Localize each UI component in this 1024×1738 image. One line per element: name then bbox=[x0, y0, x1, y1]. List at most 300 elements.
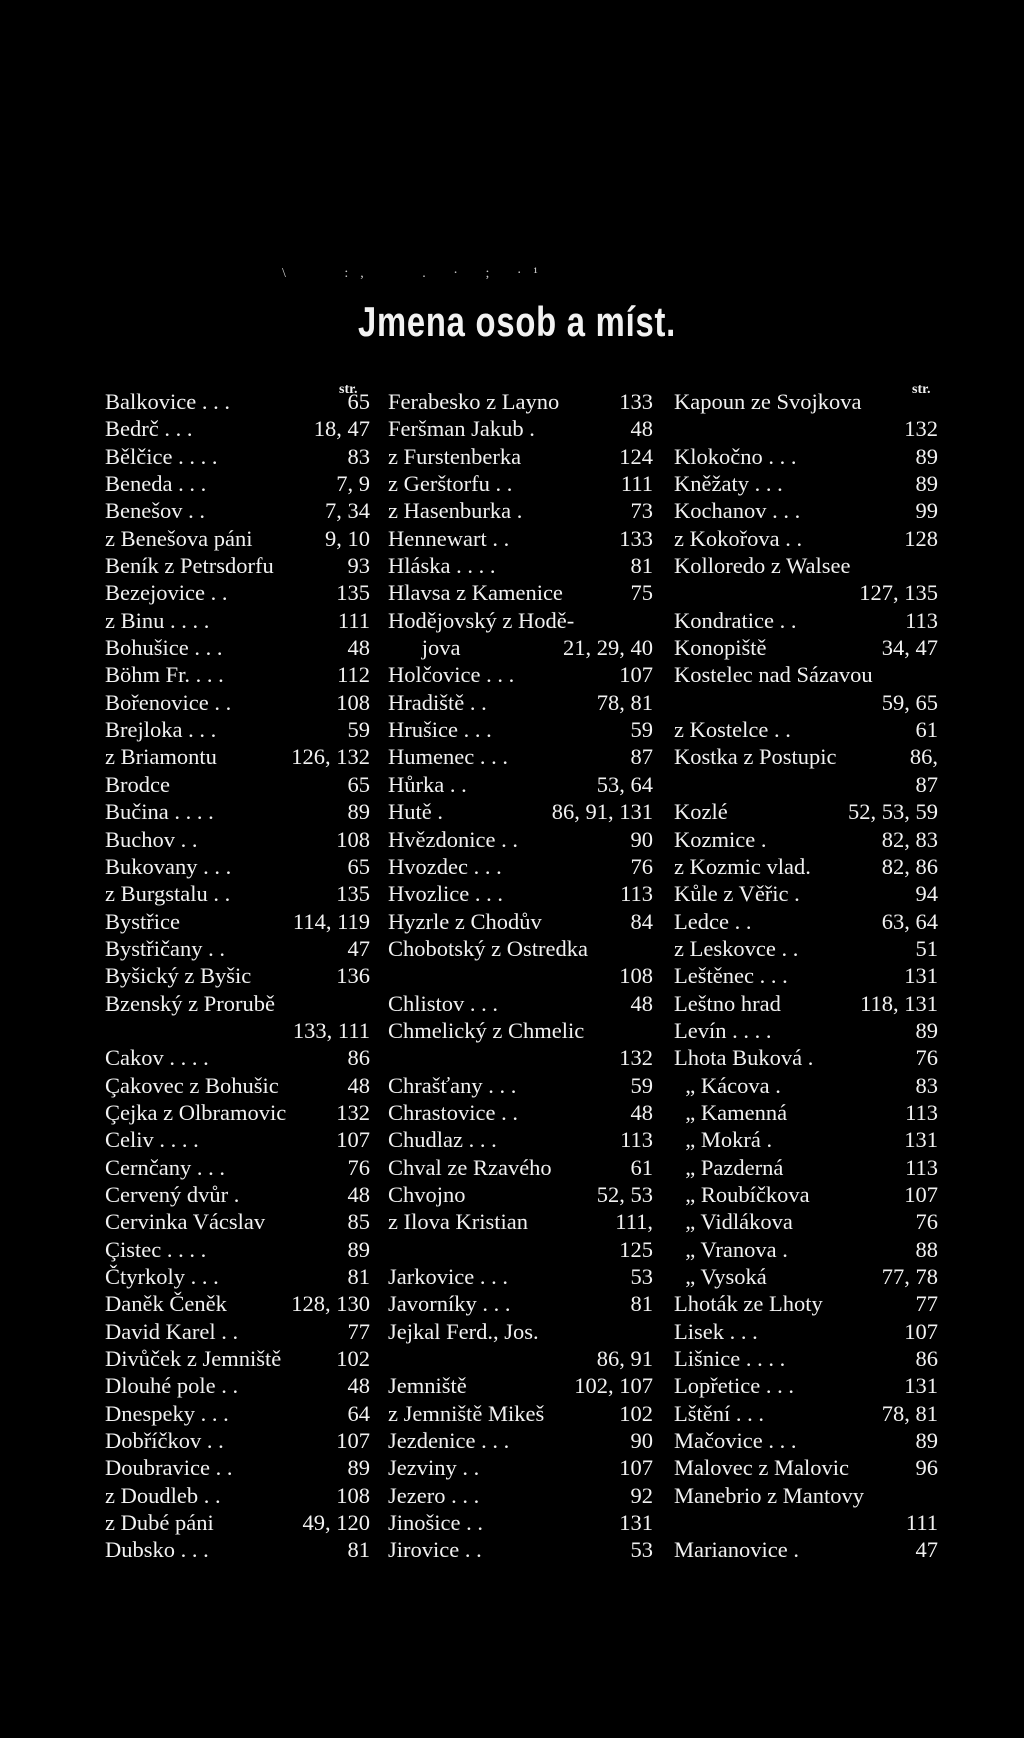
entry-name: Humenec . . . bbox=[388, 744, 508, 770]
index-entry bbox=[674, 990, 938, 1017]
entry-pages: 63, 64 bbox=[881, 908, 938, 934]
index-entry bbox=[674, 908, 938, 935]
entry-pages: 48 bbox=[347, 635, 370, 661]
entry-name: z Hasenburka . bbox=[388, 498, 523, 524]
entry-pages: 77 bbox=[347, 1318, 370, 1344]
index-entry bbox=[388, 1400, 653, 1427]
entry-pages: 48 bbox=[630, 990, 653, 1016]
entry-pages: 59 bbox=[630, 717, 653, 743]
entry-name: Hláska . . . . bbox=[388, 553, 496, 579]
entry-name: Hennewart . . bbox=[388, 525, 510, 551]
entry-name: Chvojno bbox=[388, 1181, 466, 1207]
entry-pages: 92 bbox=[630, 1482, 653, 1508]
index-entry bbox=[105, 1290, 370, 1317]
entry-name: z Leskovce . . bbox=[674, 935, 799, 961]
entry-name: Chlistov . . . bbox=[388, 990, 499, 1016]
entry-name: Çistec . . . . bbox=[105, 1236, 207, 1262]
entry-name: „ Mokrá . bbox=[674, 1127, 773, 1153]
index-entry bbox=[674, 880, 938, 907]
entry-name: Bzenský z Prorubě bbox=[105, 990, 275, 1016]
entry-name: Hodějovský z Hodě- bbox=[388, 607, 575, 633]
entry-pages bbox=[932, 661, 938, 688]
index-entry bbox=[105, 1072, 370, 1099]
entry-pages bbox=[932, 552, 938, 579]
entry-pages: 84 bbox=[630, 908, 653, 934]
index-entry bbox=[105, 1427, 370, 1454]
entry-name: Hlavsa z Kamenice bbox=[388, 580, 563, 606]
entry-name: Çakovec z Bohušic bbox=[105, 1072, 279, 1098]
index-entry bbox=[105, 1236, 370, 1263]
entry-pages bbox=[364, 990, 370, 1017]
entry-pages: 111 bbox=[905, 1510, 938, 1536]
entry-name: Hutě . bbox=[388, 799, 443, 825]
index-entry bbox=[105, 497, 370, 524]
index-entry bbox=[674, 826, 938, 853]
entry-name: Konopiště bbox=[674, 635, 767, 661]
entry-name: z Jemniště Mikeš bbox=[388, 1400, 545, 1426]
entry-pages: 73 bbox=[630, 498, 653, 524]
entry-name: Hrušice . . . bbox=[388, 717, 492, 743]
index-entry bbox=[674, 1154, 938, 1181]
entry-pages: 133 bbox=[619, 389, 653, 414]
index-entry bbox=[388, 853, 653, 880]
entry-pages: 132 bbox=[904, 416, 938, 442]
entry-pages: 34, 47 bbox=[881, 635, 938, 661]
entry-pages: 81 bbox=[630, 553, 653, 579]
index-entry bbox=[674, 689, 938, 716]
entry-name: David Karel . . bbox=[105, 1318, 239, 1344]
index-entry bbox=[388, 935, 653, 962]
entry-pages bbox=[932, 1482, 938, 1509]
entry-pages: 65 bbox=[347, 853, 370, 879]
index-entry bbox=[388, 1181, 653, 1208]
index-entry bbox=[105, 1372, 370, 1399]
entry-pages: 132 bbox=[336, 1099, 370, 1125]
entry-pages: 102 bbox=[336, 1346, 370, 1372]
index-entry bbox=[105, 1318, 370, 1345]
entry-name: Benešov . . bbox=[105, 498, 205, 524]
index-entry bbox=[105, 1208, 370, 1235]
index-entry bbox=[105, 1044, 370, 1071]
entry-pages: 78, 81 bbox=[881, 1400, 938, 1426]
index-entry bbox=[674, 1509, 938, 1536]
entry-pages: 18, 47 bbox=[313, 416, 370, 442]
entry-pages: 133, 111 bbox=[292, 1017, 370, 1043]
entry-name: Čtyrkoly . . . bbox=[105, 1264, 219, 1289]
entry-pages: 48 bbox=[630, 416, 653, 442]
entry-name: Jejkal Ferd., Jos. bbox=[388, 1318, 539, 1344]
entry-name: Dnespeky . . . bbox=[105, 1400, 229, 1426]
index-entry bbox=[388, 661, 653, 688]
index-column-1 bbox=[105, 388, 370, 1564]
entry-name: z Gerštorfu . . bbox=[388, 471, 513, 497]
entry-name: Dlouhé pole . . bbox=[105, 1373, 239, 1399]
entry-pages: 21, 29, 40 bbox=[563, 635, 653, 661]
entry-name: Jarkovice . . . bbox=[388, 1264, 508, 1289]
entry-name: Lhota Buková . bbox=[674, 1045, 814, 1071]
entry-pages: 47 bbox=[347, 935, 370, 961]
entry-name: Malovec z Malovic bbox=[674, 1455, 849, 1481]
index-entry bbox=[674, 1263, 938, 1290]
entry-name: Jezdenice . . . bbox=[388, 1428, 510, 1454]
entry-pages: 87 bbox=[915, 771, 938, 797]
index-entry bbox=[105, 908, 370, 935]
index-entry bbox=[674, 853, 938, 880]
entry-name: Bořenovice . . bbox=[105, 689, 232, 715]
index-entry bbox=[105, 716, 370, 743]
index-entry bbox=[674, 634, 938, 661]
index-entry bbox=[105, 935, 370, 962]
entry-name: „ Kácova . bbox=[674, 1072, 781, 1098]
index-entry bbox=[105, 1536, 370, 1563]
index-entry bbox=[388, 798, 653, 825]
index-entry bbox=[674, 771, 938, 798]
entry-name: Javorníky . . . bbox=[388, 1291, 511, 1317]
entry-pages: 113 bbox=[905, 1099, 938, 1125]
index-entry bbox=[388, 1072, 653, 1099]
entry-pages: 82, 83 bbox=[881, 826, 938, 852]
entry-name: z Kozmic vlad. bbox=[674, 853, 811, 879]
entry-name: Hvozdec . . . bbox=[388, 853, 502, 879]
entry-pages: 136 bbox=[336, 963, 370, 989]
index-entry bbox=[105, 1181, 370, 1208]
entry-pages: 111 bbox=[337, 607, 370, 633]
entry-pages: 81 bbox=[630, 1291, 653, 1317]
entry-pages: 135 bbox=[336, 881, 370, 907]
entry-name: „ Vysoká bbox=[674, 1264, 767, 1289]
index-entry bbox=[674, 1318, 938, 1345]
entry-pages: 76 bbox=[347, 1154, 370, 1180]
index-entry bbox=[388, 716, 653, 743]
index-entry bbox=[388, 1236, 653, 1263]
entry-pages bbox=[647, 1318, 653, 1345]
entry-name: z Kostelce . . bbox=[674, 717, 791, 743]
entry-name: z Dubé páni bbox=[105, 1510, 214, 1536]
index-entry bbox=[388, 1099, 653, 1126]
entry-pages: 76 bbox=[630, 853, 653, 879]
entry-pages: 113 bbox=[905, 1154, 938, 1180]
entry-pages: 78, 81 bbox=[596, 689, 653, 715]
index-entry bbox=[388, 579, 653, 606]
entry-name: „ Kamenná bbox=[674, 1099, 788, 1125]
entry-pages: 48 bbox=[347, 1181, 370, 1207]
entry-pages: 65 bbox=[347, 389, 370, 414]
index-entry bbox=[388, 388, 653, 415]
entry-name: Chval ze Rzavého bbox=[388, 1154, 552, 1180]
entry-pages: 99 bbox=[915, 498, 938, 524]
entry-name: Hradiště . . bbox=[388, 689, 487, 715]
entry-pages: 102 bbox=[619, 1400, 653, 1426]
entry-pages: 132 bbox=[619, 1045, 653, 1071]
entry-name: Daněk Čeněk bbox=[105, 1291, 227, 1317]
index-entry bbox=[105, 415, 370, 442]
entry-name: Çejka z Olbramovic bbox=[105, 1099, 287, 1125]
entry-pages bbox=[647, 607, 653, 634]
entry-name: Kostka z Postupic bbox=[674, 744, 837, 770]
index-entry bbox=[105, 962, 370, 989]
index-entry bbox=[105, 853, 370, 880]
entry-pages: 59, 65 bbox=[881, 689, 938, 715]
index-entry bbox=[105, 880, 370, 907]
entry-pages: 108 bbox=[336, 1482, 370, 1508]
index-entry bbox=[674, 1427, 938, 1454]
entry-name: Marianovice . bbox=[674, 1537, 799, 1563]
entry-name: Ferabesko z Layno bbox=[388, 389, 560, 414]
entry-pages: 124 bbox=[619, 443, 653, 469]
entry-pages: 86, bbox=[909, 744, 938, 770]
entry-pages: 89 bbox=[915, 1428, 938, 1454]
entry-pages: 111 bbox=[620, 471, 653, 497]
entry-name: Cervený dvůr . bbox=[105, 1181, 240, 1207]
entry-name: Jezero . . . bbox=[388, 1482, 480, 1508]
index-entry bbox=[388, 1482, 653, 1509]
index-entry bbox=[388, 1154, 653, 1181]
entry-name: Hůrka . . bbox=[388, 771, 467, 797]
entry-name: Ledce . . bbox=[674, 908, 752, 934]
index-entry bbox=[105, 607, 370, 634]
page-title: Jmena osob a míst. bbox=[357, 298, 677, 345]
index-entry bbox=[388, 1044, 653, 1071]
index-entry bbox=[388, 634, 653, 661]
entry-pages: 47 bbox=[915, 1537, 938, 1563]
entry-name: Byšický z Byšic bbox=[105, 963, 252, 989]
entry-pages: 88 bbox=[915, 1236, 938, 1262]
index-entry bbox=[388, 1263, 653, 1290]
entry-pages: 108 bbox=[336, 689, 370, 715]
index-entry bbox=[674, 415, 938, 442]
entry-name: Holčovice . . . bbox=[388, 662, 515, 688]
entry-pages: 126, 132 bbox=[291, 744, 370, 770]
entry-pages: 113 bbox=[620, 1127, 653, 1153]
entry-name: Böhm Fr. . . . bbox=[105, 662, 224, 688]
entry-name: z Benešova páni bbox=[105, 525, 253, 551]
index-entry bbox=[105, 1454, 370, 1481]
entry-name: Bučina . . . . bbox=[105, 799, 214, 825]
entry-pages: 7, 34 bbox=[325, 498, 370, 524]
index-entry bbox=[388, 908, 653, 935]
entry-pages: 52, 53, 59 bbox=[848, 799, 938, 825]
entry-name: Kondratice . . bbox=[674, 607, 797, 633]
index-entry bbox=[388, 1372, 653, 1399]
index-entry bbox=[388, 1536, 653, 1563]
entry-name: Buchov . . bbox=[105, 826, 198, 852]
entry-pages bbox=[647, 1017, 653, 1044]
entry-name: Manebrio z Mantovy bbox=[674, 1482, 864, 1508]
index-entry bbox=[388, 1318, 653, 1345]
index-entry bbox=[674, 716, 938, 743]
index-entry bbox=[674, 497, 938, 524]
entry-pages bbox=[647, 935, 653, 962]
entry-pages: 53 bbox=[630, 1264, 653, 1289]
entry-pages: 83 bbox=[347, 443, 370, 469]
entry-name: Cakov . . . . bbox=[105, 1045, 209, 1071]
entry-pages: 113 bbox=[620, 881, 653, 907]
index-entry bbox=[674, 1181, 938, 1208]
entry-pages: 7, 9 bbox=[336, 471, 370, 497]
entry-name: „ Vranova . bbox=[674, 1236, 788, 1262]
entry-name: Beník z Petrsdorfu bbox=[105, 553, 274, 579]
index-entry bbox=[105, 990, 370, 1017]
entry-name: Hvozlice . . . bbox=[388, 881, 503, 907]
index-entry bbox=[388, 826, 653, 853]
entry-pages: 107 bbox=[336, 1428, 370, 1454]
index-entry bbox=[388, 1454, 653, 1481]
entry-name: Klokočno . . . bbox=[674, 443, 797, 469]
entry-name: Lštění . . . bbox=[674, 1400, 764, 1426]
entry-pages: 89 bbox=[915, 471, 938, 497]
index-entry bbox=[105, 443, 370, 470]
index-entry bbox=[674, 962, 938, 989]
index-entry bbox=[674, 1236, 938, 1263]
index-entry bbox=[674, 525, 938, 552]
entry-pages: 82, 86 bbox=[881, 853, 938, 879]
entry-name: z Briamontu bbox=[105, 744, 217, 770]
index-entry bbox=[674, 1208, 938, 1235]
entry-pages: 9, 10 bbox=[325, 525, 370, 551]
index-entry bbox=[105, 470, 370, 497]
index-entry bbox=[105, 634, 370, 661]
entry-name: Bystřice bbox=[105, 908, 180, 934]
index-entry bbox=[388, 1017, 653, 1044]
entry-name: Cervinka Vácslav bbox=[105, 1209, 266, 1235]
page-label-left: str. bbox=[339, 382, 358, 397]
entry-name: Leštěnec . . . bbox=[674, 963, 788, 989]
entry-name: Bohušice . . . bbox=[105, 635, 223, 661]
index-entry bbox=[105, 552, 370, 579]
entry-pages: 76 bbox=[915, 1045, 938, 1071]
entry-pages: 131 bbox=[904, 1127, 938, 1153]
entry-name: Jinošice . . bbox=[388, 1510, 483, 1536]
entry-pages: 127, 135 bbox=[859, 580, 938, 606]
index-entry bbox=[105, 1126, 370, 1153]
entry-pages: 113 bbox=[905, 607, 938, 633]
entry-pages: 112 bbox=[337, 662, 370, 688]
entry-name: z Kokořova . . bbox=[674, 525, 803, 551]
entry-name: jova bbox=[388, 635, 461, 661]
entry-name: Kozmice . bbox=[674, 826, 767, 852]
entry-name: Kolloredo z Walsee bbox=[674, 553, 851, 579]
index-entry bbox=[388, 552, 653, 579]
index-entry bbox=[388, 607, 653, 634]
entry-pages: 75 bbox=[630, 580, 653, 606]
index-entry bbox=[674, 607, 938, 634]
page-label-right: str. bbox=[912, 382, 931, 397]
entry-name: Leštno hrad bbox=[674, 990, 781, 1016]
entry-pages: 108 bbox=[336, 826, 370, 852]
entry-pages: 89 bbox=[347, 799, 370, 825]
index-entry bbox=[105, 798, 370, 825]
entry-pages: 48 bbox=[347, 1072, 370, 1098]
entry-name: Beneda . . . bbox=[105, 471, 207, 497]
entry-pages: 76 bbox=[915, 1209, 938, 1235]
index-entry bbox=[674, 1454, 938, 1481]
entry-pages: 107 bbox=[336, 1127, 370, 1153]
index-entry bbox=[105, 1400, 370, 1427]
entry-pages: 102, 107 bbox=[574, 1373, 653, 1399]
entry-pages: 86, 91 bbox=[596, 1346, 653, 1372]
index-entry bbox=[388, 990, 653, 1017]
index-entry bbox=[105, 661, 370, 688]
index-entry bbox=[105, 525, 370, 552]
index-entry bbox=[105, 1017, 370, 1044]
index-entry bbox=[674, 443, 938, 470]
entry-pages: 86, 91, 131 bbox=[551, 799, 653, 825]
entry-pages: 131 bbox=[619, 1510, 653, 1536]
entry-pages: 49, 120 bbox=[302, 1510, 370, 1536]
entry-name: Dobříčkov . . bbox=[105, 1428, 224, 1454]
entry-pages: 89 bbox=[347, 1455, 370, 1481]
index-entry bbox=[674, 1017, 938, 1044]
index-entry bbox=[105, 771, 370, 798]
entry-name: z Furstenberka bbox=[388, 443, 522, 469]
index-entry bbox=[388, 743, 653, 770]
index-entry bbox=[674, 1536, 938, 1563]
entry-pages: 48 bbox=[630, 1099, 653, 1125]
entry-name: Kochanov . . . bbox=[674, 498, 801, 524]
entry-name: Kůle z Věřic . bbox=[674, 881, 800, 907]
entry-name: Levín . . . . bbox=[674, 1017, 772, 1043]
entry-name: Dubsko . . . bbox=[105, 1537, 209, 1563]
entry-name: Doubravice . . bbox=[105, 1455, 233, 1481]
index-entry bbox=[674, 743, 938, 770]
scan-marks: \ :, . · ; ·¹ bbox=[282, 266, 550, 281]
entry-name: Brejloka . . . bbox=[105, 717, 217, 743]
entry-pages: 89 bbox=[347, 1236, 370, 1262]
index-entry bbox=[105, 826, 370, 853]
index-entry bbox=[674, 552, 938, 579]
entry-pages: 131 bbox=[904, 963, 938, 989]
index-entry bbox=[388, 771, 653, 798]
entry-name: Bystřičany . . bbox=[105, 935, 225, 961]
entry-name: Chrašťany . . . bbox=[388, 1072, 517, 1098]
index-entry bbox=[105, 388, 370, 415]
entry-pages: 59 bbox=[630, 1072, 653, 1098]
entry-pages: 53, 64 bbox=[596, 771, 653, 797]
index-entry bbox=[388, 962, 653, 989]
entry-name: Lhoták ze Lhoty bbox=[674, 1291, 823, 1317]
index-entry bbox=[388, 1290, 653, 1317]
index-entry bbox=[105, 1154, 370, 1181]
entry-name: Hyzrle z Chodův bbox=[388, 908, 542, 934]
index-entry bbox=[388, 443, 653, 470]
index-entry bbox=[388, 689, 653, 716]
entry-name: Bělčice . . . . bbox=[105, 443, 218, 469]
index-entry bbox=[674, 1126, 938, 1153]
entry-pages: 96 bbox=[915, 1455, 938, 1481]
index-entry bbox=[674, 1072, 938, 1099]
entry-pages: 89 bbox=[915, 443, 938, 469]
entry-name: Brodce bbox=[105, 771, 170, 797]
index-entry bbox=[388, 1208, 653, 1235]
entry-name: z Burgstalu . . bbox=[105, 881, 231, 907]
entry-pages: 93 bbox=[347, 553, 370, 579]
entry-pages: 133 bbox=[619, 525, 653, 551]
index-entry bbox=[105, 1509, 370, 1536]
entry-name: Bedrč . . . bbox=[105, 416, 193, 442]
entry-name: „ Roubíčkova bbox=[674, 1181, 810, 1207]
entry-pages: 53 bbox=[630, 1537, 653, 1563]
entry-pages: 64 bbox=[347, 1400, 370, 1426]
entry-pages: 89 bbox=[915, 1017, 938, 1043]
index-entry bbox=[105, 689, 370, 716]
index-entry bbox=[674, 1044, 938, 1071]
index-column-2 bbox=[388, 388, 653, 1564]
index-entry bbox=[105, 1345, 370, 1372]
entry-pages: 86 bbox=[915, 1346, 938, 1372]
index-entry bbox=[674, 1400, 938, 1427]
entry-name: Jirovice . . bbox=[388, 1537, 482, 1563]
index-entry bbox=[674, 1290, 938, 1317]
